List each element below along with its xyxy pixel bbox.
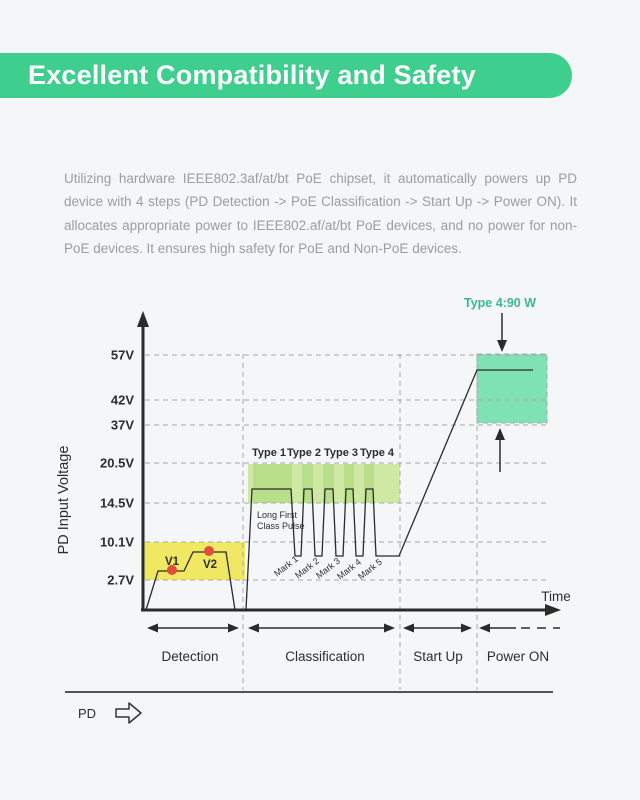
classification-band-stripe [253,464,292,503]
probe-label-v2: V2 [202,559,218,571]
header-banner [0,53,572,98]
power-on-window-box [477,354,547,423]
x-axis-title: Time [541,589,571,604]
y-tick-label: 20.5V [100,455,134,471]
mark-label: Mark 4 [335,556,363,582]
pd-label: PD [78,706,97,721]
stage-label-detection: Detection [161,649,219,664]
long-first-class-pulse-label: Long First [257,510,298,520]
power-type-label: Type 4:90 W [463,296,537,310]
y-axis-title: PD Input Voltage [56,445,72,555]
stage-arrowhead [147,624,158,633]
probe-dot-v2 [204,546,214,556]
probe-label-v1: V1 [164,556,180,568]
y-tick-label: 57V [110,347,134,363]
stage-label-classification: Classification [285,649,365,664]
y-tick-label: 10.1V [100,534,134,550]
long-first-class-pulse-label: Class Pulse [257,521,305,531]
class-type-label: Type 2 [286,447,322,459]
stage-arrowhead [228,624,239,633]
stage-label-start-up: Start Up [413,649,463,664]
stage-label-power-on: Power ON [486,649,550,664]
y-tick-label: 37V [110,417,134,433]
y-axis-arrowhead [137,311,149,327]
x-axis-arrowhead [545,604,561,616]
page-title: Excellent Compatibility and Safety [28,60,476,90]
mark-label: Mark 2 [293,555,321,581]
class-type-label: Type 3 [323,447,359,459]
up-arrow-head [495,428,505,440]
stage-arrowhead [384,624,395,633]
y-tick-label: 14.5V [100,495,134,511]
mark-label: Mark 1 [272,553,300,579]
stage-arrowhead [248,624,259,633]
y-tick-label: 42V [110,392,134,408]
mark-label: Mark 5 [356,556,384,582]
stage-arrowhead [461,624,472,633]
class-type-label: Type 4 [359,447,395,459]
stage-arrowhead [403,624,414,633]
poe-power-up-sequence-chart [0,280,640,740]
mark-label: Mark 3 [314,555,342,581]
class-type-label: Type 1 [251,447,287,459]
y-tick-label: 2.7V [107,572,134,588]
pd-flow-arrow-icon [116,703,141,723]
intro-paragraph: Utilizing hardware IEEE802.3af/at/bt PoE chipset, it automatically powers up PD device with 4 steps (PD Detection -> PoE Classification -> Start Up -> Power ON). It allocates appropriate power to IEEE802.af/at/bt PoE devices, and no power for non-PoE devices. It ensures high safety for PoE and Non-PoE devices. [64,170,577,256]
down-arrow-head [497,340,507,352]
